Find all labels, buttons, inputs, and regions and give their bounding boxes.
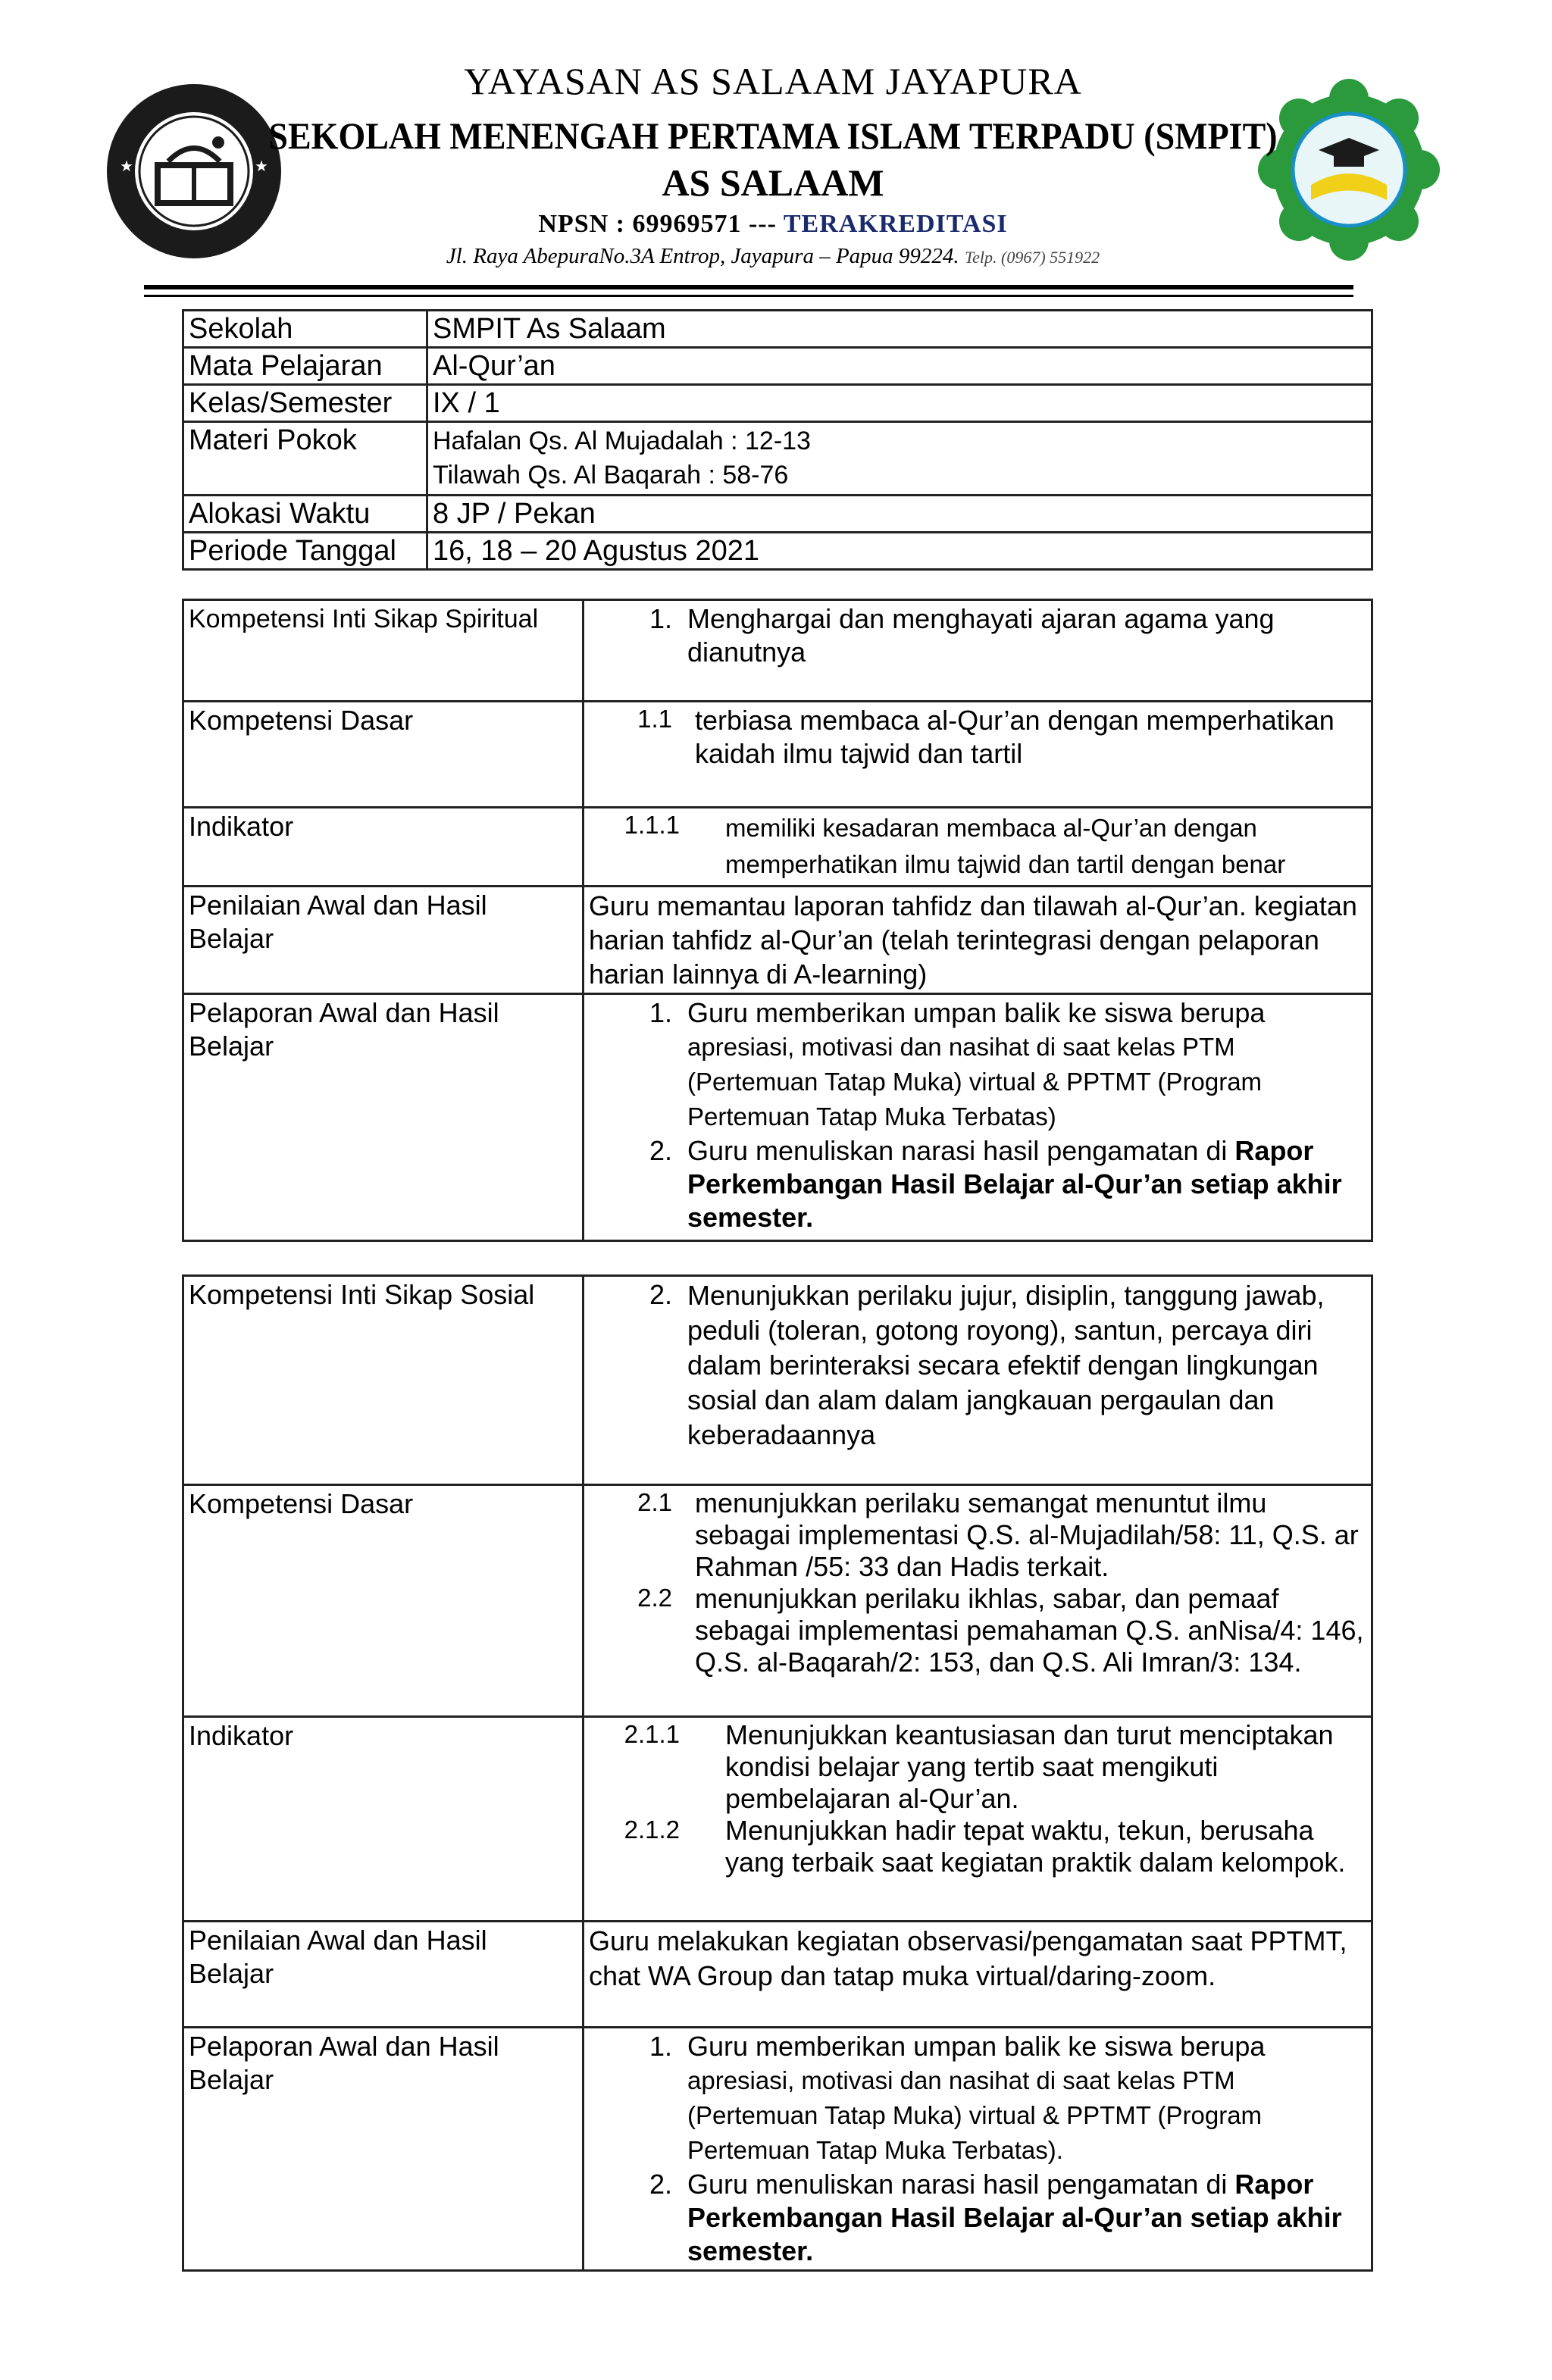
table-row bbox=[183, 808, 1372, 887]
pelaporan-item: Guru menuliskan narasi hasil pengamatan di Rapor Perkembangan Hasil Belajar al-Qur’an setiap akhir semester. bbox=[687, 2169, 1342, 2266]
header-rule-thick bbox=[144, 285, 1353, 289]
table-row bbox=[183, 1276, 1372, 1485]
table-row bbox=[183, 702, 1372, 808]
list-number: 2. bbox=[649, 1135, 672, 1166]
identity-label: Sekolah bbox=[183, 311, 427, 348]
kd-text: terbiasa membaca al-Qur’an dengan memperhatikan kaidah ilmu tajwid dan tartil bbox=[695, 705, 1335, 769]
table-row bbox=[183, 1717, 1372, 1922]
ki-text: Menunjukkan perilaku jujur, disiplin, tanggung jawab, peduli (toleran, gotong royong), santun, percaya diri dalam berinteraksi secara efektif dengan lingkungan sosial dan alam dalam jangkauan pergaulan dan keberadaannya bbox=[687, 1280, 1325, 1450]
identity-label: Kelas/Semester bbox=[183, 385, 427, 422]
materi-tilawah: Tilawah Qs. Al Baqarah : 58-76 bbox=[433, 461, 789, 489]
materi-hafalan: Hafalan Qs. Al Mujadalah : 12-13 bbox=[433, 427, 811, 455]
list-number: 2. bbox=[649, 1279, 672, 1310]
address: Jl. Raya AbepuraNo.3A Entrop, Jayapura – Papua 99224. bbox=[446, 244, 959, 268]
table-row bbox=[183, 1922, 1372, 2028]
accreditation: TERAKREDITASI bbox=[783, 210, 1008, 238]
list-number: 1. bbox=[649, 603, 672, 634]
kd-label: Kompetensi Dasar bbox=[183, 1485, 584, 1717]
kd-label: Kompetensi Dasar bbox=[183, 702, 584, 808]
svg-text:★: ★ bbox=[120, 158, 133, 175]
npsn-line bbox=[152, 210, 1394, 239]
list-number: 2. bbox=[649, 2169, 672, 2200]
ki-label: Kompetensi Inti Sikap Sosial bbox=[183, 1276, 584, 1485]
list-number: 1.1 bbox=[637, 705, 672, 733]
table-row bbox=[183, 887, 1372, 994]
identity-label: Periode Tanggal bbox=[183, 533, 427, 570]
npsn: NPSN : 69969571 --- bbox=[538, 210, 777, 238]
penilaian-text: Guru memantau laporan tahfidz dan tilawah al-Qur’an. kegiatan harian tahfidz al-Qur’an (telah terintegrasi dengan pelaporan harian lainnya di A-learning) bbox=[584, 887, 1372, 994]
indikator-text: memiliki kesadaran membaca al-Qur’an dengan memperhatikan ilmu tajwid dan tartil dengan benar bbox=[725, 814, 1286, 878]
indikator-text: Menunjukkan keantusiasan dan turut menciptakan kondisi belajar yang tertib saat mengikuti pembelajaran al-Qur’an. bbox=[725, 1719, 1334, 1814]
identity-value: 16, 18 – 20 Agustus 2021 bbox=[427, 533, 1372, 570]
pelaporan-item: Guru memberikan umpan balik ke siswa berupa apresiasi, motivasi dan nasihat di saat kelas PTM (Pertemuan Tatap Muka) virtual & PPTMT (Program Pertemuan Tatap Muka Terbatas). bbox=[687, 2031, 1266, 2164]
identity-label: Materi Pokok bbox=[183, 422, 427, 496]
list-number: 1.1.1 bbox=[624, 811, 680, 839]
address-line bbox=[152, 244, 1394, 269]
kd-content bbox=[584, 1485, 1372, 1717]
indikator-content bbox=[584, 1717, 1372, 1922]
pelaporan-content bbox=[584, 994, 1372, 1241]
kd-text: menunjukkan perilaku ikhlas, sabar, dan pemaaf sebagai implementasi pemahaman Q.S. anNisa/4: 146, Q.S. al-Baqarah/2: 153, dan Q.S. Ali Imran/3: 134. bbox=[695, 1583, 1364, 1678]
table-row bbox=[183, 496, 1372, 533]
penilaian-label: Penilaian Awal dan Hasil Belajar bbox=[183, 887, 584, 994]
indikator-label: Indikator bbox=[183, 1717, 584, 1922]
foundation-name: YAYASAN AS SALAAM JAYAPURA bbox=[464, 60, 1082, 102]
identity-label: Alokasi Waktu bbox=[183, 496, 427, 533]
identity-value: SMPIT As Salaam bbox=[427, 311, 1372, 348]
list-number: 2.2 bbox=[637, 1584, 672, 1612]
school-name-line2: AS SALAAM bbox=[662, 161, 884, 204]
pelaporan-content bbox=[584, 2028, 1372, 2271]
ki-content bbox=[584, 600, 1372, 702]
pelaporan-label: Pelaporan Awal dan Hasil Belajar bbox=[183, 2028, 584, 2271]
table-row bbox=[183, 600, 1372, 702]
identity-label: Mata Pelajaran bbox=[183, 348, 427, 385]
indikator-content bbox=[584, 808, 1372, 887]
table-row bbox=[183, 422, 1372, 496]
ki-content bbox=[584, 1276, 1372, 1485]
school-name: SEKOLAH MENENGAH PERTAMA ISLAM TERPADU (SMPIT) bbox=[268, 114, 1278, 157]
kd-content bbox=[584, 702, 1372, 808]
list-number: 1. bbox=[649, 997, 672, 1028]
pelaporan-item: Guru memberikan umpan balik ke siswa berupa apresiasi, motivasi dan nasihat di saat kelas PTM (Pertemuan Tatap Muka) virtual & PPTMT (Program Pertemuan Tatap Muka Terbatas) bbox=[687, 997, 1266, 1131]
list-number: 2.1.2 bbox=[624, 1815, 680, 1844]
sosial-table bbox=[182, 1274, 1373, 2272]
penilaian-text: Guru melakukan kegiatan observasi/pengamatan saat PPTMT, chat WA Group dan tatap muka virtual/daring-zoom. bbox=[584, 1922, 1372, 2028]
indikator-label: Indikator bbox=[183, 808, 584, 887]
ki-text: Menghargai dan menghayati ajaran agama yang dianutnya bbox=[687, 603, 1275, 668]
table-row bbox=[183, 533, 1372, 570]
table-row bbox=[183, 348, 1372, 385]
indikator-text: Menunjukkan hadir tepat waktu, tekun, berusaha yang terbaik saat kegiatan praktik dalam kelompok. bbox=[725, 1815, 1346, 1878]
list-number: 2.1 bbox=[637, 1488, 672, 1516]
table-row bbox=[183, 2028, 1372, 2271]
spiritual-table bbox=[182, 599, 1373, 1242]
header-rule-thin bbox=[144, 295, 1353, 297]
pelaporan-item: Guru menuliskan narasi hasil pengamatan di Rapor Perkembangan Hasil Belajar al-Qur’an setiap akhir semester. bbox=[687, 1135, 1342, 1233]
ki-label: Kompetensi Inti Sikap Spiritual bbox=[183, 600, 584, 702]
identity-value: 8 JP / Pekan bbox=[427, 496, 1372, 533]
identity-value: IX / 1 bbox=[427, 385, 1372, 422]
table-row bbox=[183, 1485, 1372, 1717]
list-number: 1. bbox=[649, 2031, 672, 2062]
penilaian-label: Penilaian Awal dan Hasil Belajar bbox=[183, 1922, 584, 2028]
identity-value bbox=[427, 422, 1372, 496]
svg-text:★: ★ bbox=[255, 158, 268, 175]
list-number: 2.1.1 bbox=[624, 1720, 680, 1748]
table-row bbox=[183, 385, 1372, 422]
kd-text: menunjukkan perilaku semangat menuntut ilmu sebagai implementasi Q.S. al-Mujadilah/58: 11, Q.S. ar Rahman /55: 33 dan Hadis terkait. bbox=[695, 1487, 1359, 1582]
table-row bbox=[183, 994, 1372, 1241]
table-row bbox=[183, 311, 1372, 348]
identity-table bbox=[182, 309, 1373, 571]
phone: Telp. (0967) 551922 bbox=[964, 248, 1100, 267]
pelaporan-label: Pelaporan Awal dan Hasil Belajar bbox=[183, 994, 584, 1241]
identity-value: Al-Qur’an bbox=[427, 348, 1372, 385]
